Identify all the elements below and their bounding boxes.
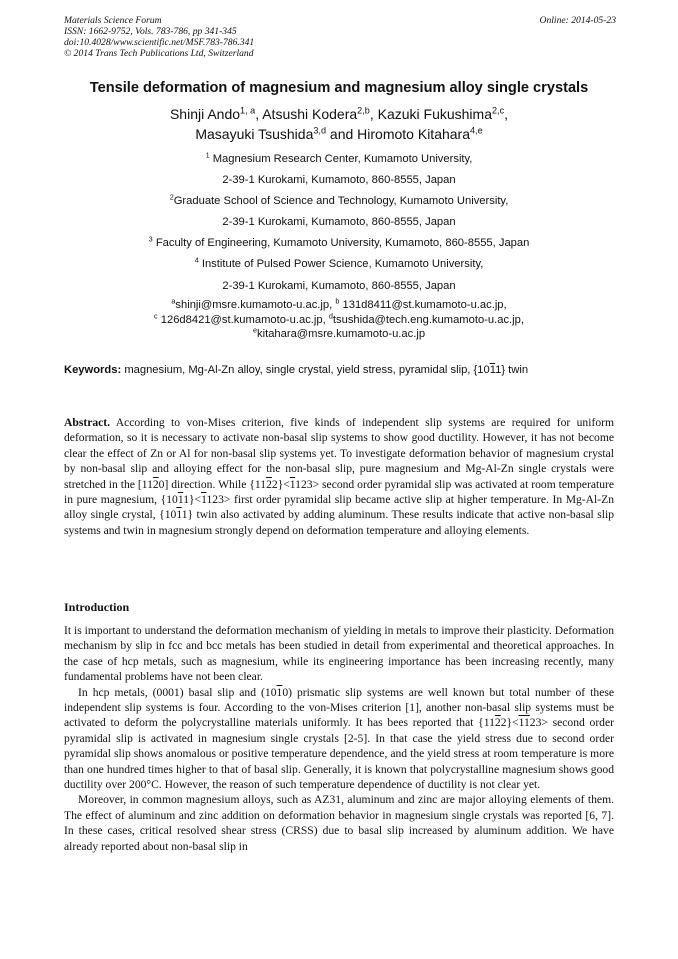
email-e[interactable]: kitahara@msre.kumamoto-u.ac.jp (257, 328, 426, 341)
abstract-label: Abstract. (64, 416, 111, 429)
author-sup: 3,d (313, 125, 327, 136)
author-name: Hiromoto Kitahara (357, 126, 470, 142)
author-sup: 1, a (240, 105, 256, 116)
keywords-label: Keywords: (64, 364, 122, 376)
author-name: Kazuki Fukushima (377, 106, 492, 122)
affiliation-line: $^2$Graduate School of Science and Technology, Kumamoto University, (169, 192, 509, 208)
journal-header (64, 15, 616, 59)
author-list: Shinji Ando$^{1, a}$, Atsushi Kodera$^{2,b}$, Kazuki Fukushima$^{2,c}$, Masayuki Tsushida$^{3,d}$ and Hiromoto Kitahara$^{4,e}$ (169, 105, 509, 142)
copyright-line: © 2014 Trans Tech Publications Ltd, Switzerland (64, 48, 254, 59)
author-name: Masayuki Tsushida (195, 126, 314, 142)
abstract: Abstract. According to von-Mises criterion, five kinds of independent slip systems are required for uniform deformation, so it is necessary to activate non-basal slip systems to show good ductility. However, it has not become clear the effect of Zn or Al for non-basal slip systems yet. To investigate deformation behavior of magnesium crystal by non-basal slip and alloying effect for the non-basal slip, pure magnesium and Mg-Al-Zn single crystals were stretched in the [1120] direction. While {1122}<1123> second order pyramidal slip was activated at room temperature in pure magnesium, {1011}<1123> first order pyramidal slip became active slip at higher temperature. In Mg-Al-Zn alloy single crystal, {1011} twin also activated by adding aluminum. These results indicate that active non-basal slip systems and twin in magnesium strongly depend on deformation temperature and alloying elements. (64, 416, 615, 537)
introduction-body (64, 623, 614, 854)
journal-name: Materials Science Forum (64, 15, 162, 26)
email-d[interactable]: tsushida@tech.eng.kumamoto-u.ac.jp, (332, 313, 524, 326)
author-name: Shinji Ando (169, 106, 241, 122)
doi-line: doi:10.4028/www.scientific.net/MSF.783-786.341 (64, 37, 255, 48)
author-name: Atsushi Kodera (262, 106, 358, 122)
affiliation-line: 2-39-1 Kurokami, Kumamoto, 860-8555, Japan (222, 279, 456, 292)
email-b[interactable]: 131d8411@st.kumamoto-u.ac.jp, (342, 299, 507, 311)
keywords: Keywords: magnesium, Mg-Al-Zn alloy, single crystal, yield stress, pyramidal slip, {1011} twin (64, 364, 529, 376)
email-c[interactable]: 126d8421@st.kumamoto-u.ac.jp, (160, 313, 326, 326)
author-sup: 4,e (470, 125, 483, 136)
paragraph: It is important to understand the deformation mechanism of yielding in metals to improve their plasticity. Deformation mechanism by slip in fcc and bcc metals has been studied in detail from experimental and theoretical approaches. In the case of hcp metals, such as magnesium, while its engineering importance has been increasing recently, many fundamental problems have not been clear. (64, 624, 614, 684)
author-sup: 2,c (492, 105, 505, 116)
affiliation-line: 2-39-1 Kurokami, Kumamoto, 860-8555, Japan (222, 174, 456, 187)
affiliation-line: $^4$ Institute of Pulsed Power Science, Kumamoto University, (194, 255, 484, 271)
paragraph: In hcp metals, (0001) basal slip and (1010) prismatic slip systems are well known but total number of these independent slip systems is four. According to the von-Mises criterion [1], another non-basal slip systems must be activated to deform the polycrystalline materials uniformly. It has bees reported that {1122}<1123> second order pyramidal slip is activated in magnesium single crystals [2-5]. In that case the yield stress due to second order pyramidal slip shows anomalous or positive temperature dependence, and the yield stress at room temperature is more than one hundred times higher to that of basal slip. Generally, it is known that polycrystalline magnesium shows good ductility over 200°C. However, the reason of such temperature dependence of ductility is not clear yet. (64, 685, 614, 792)
paper-title: Tensile deformation of magnesium and magnesium alloy single crystals (89, 80, 589, 96)
email-list: $^a$shinji@msre.kumamoto-u.ac.jp, $^b$ 131d8411@st.kumamoto-u.ac.jp, $^c$ 126d8421@st.kumamoto-u.ac.jp, $^d$tsushida@tech.eng.kumamoto-u.ac.jp, $^e$kitahara@msre.kumamoto-u.ac.jp (154, 296, 524, 341)
author-sup: 2,b (357, 105, 370, 116)
affiliations (0, 149, 678, 297)
issn-line: ISSN: 1662-9752, Vols. 783-786, pp 341-345 (64, 26, 237, 37)
section-heading: Introduction (64, 600, 130, 614)
email-a[interactable]: shinji@msre.kumamoto-u.ac.jp, (175, 299, 333, 311)
affiliation-line: $^3$ Faculty of Engineering, Kumamoto University, Kumamoto, 860-8555, Japan (148, 234, 530, 250)
affiliation-line: 2-39-1 Kurokami, Kumamoto, 860-8555, Japan (222, 216, 456, 229)
online-date: Online: 2014-05-23 (539, 15, 616, 26)
affiliation-line: $^1$ Magnesium Research Center, Kumamoto University, (205, 150, 473, 165)
paragraph: Moreover, in common magnesium alloys, such as AZ31, aluminum and zinc are major alloying elements of them. The effect of aluminum and zinc addition on deformation behavior in magnesium single crystals was reported [6, 7]. In these cases, critical resolved shear stress (CRSS) due to basal slip increased by aluminum addition. We have already reported about non-basal slip in (64, 793, 614, 853)
